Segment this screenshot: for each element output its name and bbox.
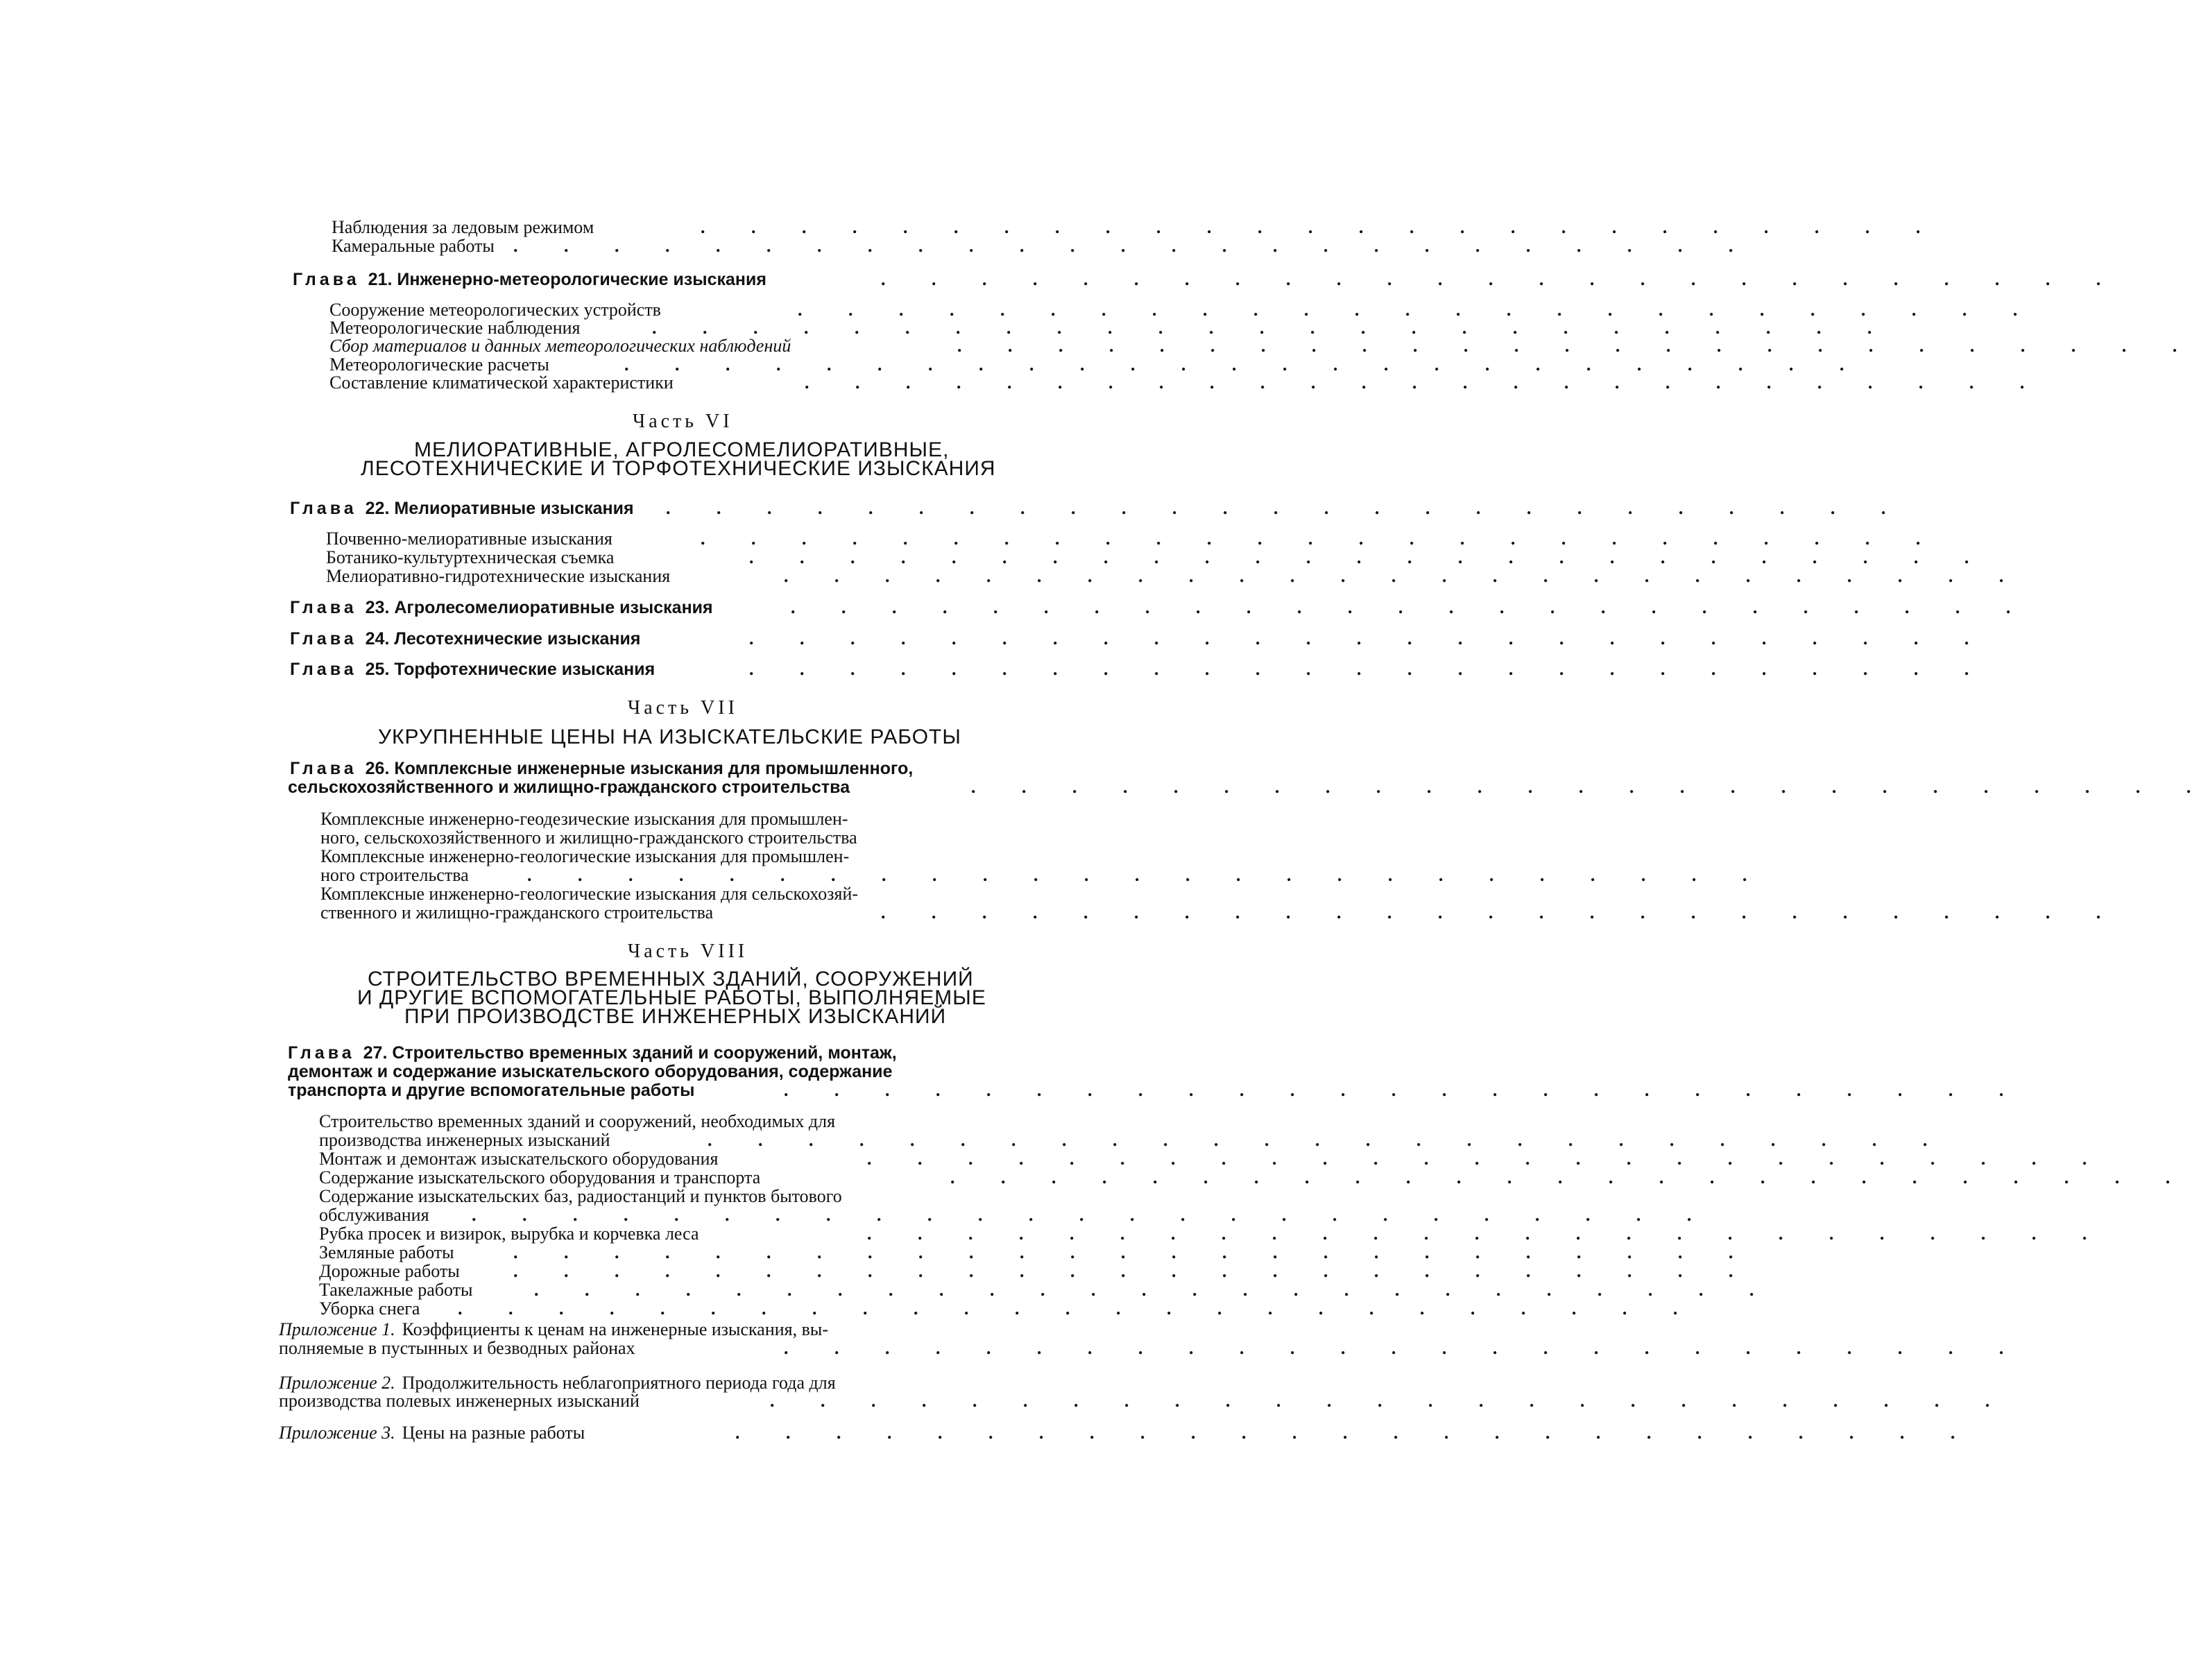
dot-leader: . . . . . . . . . . . . . . . . . . . . . . . . . (735, 1423, 1976, 1443)
dot-leader: . . . . . . . . . . . . . . . . . . . . . . . . . (701, 529, 1941, 549)
dot-leader: . . . . . . . . . . . . . . . . . . . . . . . . . (784, 1080, 2025, 1100)
chapter-heading: Глава 27. Строительство временных зданий и сооружений, монтаж, (288, 1043, 897, 1063)
part-heading: МЕЛИОРАТИВНЫЕ, АГРОЛЕСОМЕЛИОРАТИВНЫЕ, (414, 438, 950, 461)
appendix-entry: Приложение 2. Продолжительность неблагоприятного периода года для (279, 1373, 836, 1393)
dot-leader: . . . . . . . . . . . . . . . . . . . . . . . . . (513, 1242, 1754, 1262)
toc-entry: Дорожные работы (319, 1261, 460, 1281)
dot-leader: . . . . . . . . . . . . . . . . . . . . . . . . . (881, 902, 2122, 923)
dot-leader: . . . . . . . . . . . . . . . . . . . . . . . . . (805, 372, 2046, 393)
dot-leader: . . . . . . . . . . . . . . . . . . . . . . . . . (701, 217, 1941, 237)
chapter-heading: Глава 23. Агролесомелиоративные изыскания (290, 598, 713, 617)
toc-entry-cont: производства инженерных изысканий (319, 1130, 610, 1150)
toc-entry: Почвенно-мелиоративные изыскания (326, 529, 612, 549)
toc-entry: Монтаж и демонтаж изыскательского оборудования (319, 1149, 719, 1169)
dot-leader: . . . . . . . . . . . . . . . . . . . . . . . . . (513, 236, 1754, 256)
dot-leader: . . . . . . . . . . . . . . . . . . . . . . . . . (867, 1224, 2108, 1244)
toc-entry-cont: ного строительства (320, 865, 469, 885)
part-label: Часть VII (628, 697, 738, 719)
appendix-entry-cont: производства полевых инженерных изысканий (279, 1391, 640, 1411)
dot-leader: . . . . . . . . . . . . . . . . . . . . . . . . . (971, 777, 2212, 797)
appendix-entry-cont: полняемые в пустынных и безводных районах (279, 1338, 635, 1358)
dot-leader: . . . . . . . . . . . . . . . . . . . . . . . . . (784, 1338, 2025, 1358)
dot-leader: . . . . . . . . . . . . . . . . . . . . . . . . . (867, 1149, 2108, 1169)
dot-leader: . . . . . . . . . . . . . . . . . . . . . . . . . (527, 865, 1768, 885)
toc-entry: Уборка снега (319, 1298, 420, 1319)
dot-leader: . . . . . . . . . . . . . . . . . . . . . . . . . (784, 566, 2025, 586)
toc-entry: Камеральные работы (332, 236, 495, 256)
toc-entry: Такелажные работы (319, 1280, 473, 1300)
chapter-heading-cont: транспорта и другие вспомогательные работы (288, 1081, 695, 1100)
part-heading: СТРОИТЕЛЬСТВО ВРЕМЕННЫХ ЗДАНИЙ, СООРУЖЕНИЙ (368, 968, 974, 990)
dot-leader: . . . . . . . . . . . . . . . . . . . . . . . . . (708, 1130, 1948, 1150)
toc-entry: Сбор материалов и данных метеорологических наблюдений (329, 336, 791, 356)
toc-entry: Комплексные инженерно-геодезические изыскания для промышлен- (320, 809, 848, 829)
appendix-entry: Приложение 1. Коэффициенты к ценам на инженерные изыскания, вы- (279, 1319, 829, 1339)
chapter-heading: Глава 26. Комплексные инженерные изыскания для промышленного, (290, 759, 914, 778)
dot-leader: . . . . . . . . . . . . . . . . . . . . . . . . . (791, 597, 2032, 617)
toc-entry: Метеорологические наблюдения (329, 318, 581, 338)
toc-entry: Земляные работы (319, 1242, 454, 1262)
part-label: Часть VIII (628, 941, 748, 962)
toc-entry: Комплексные инженерно-геологические изыскания для сельскохозяй- (320, 884, 859, 904)
part-heading: ПРИ ПРОИЗВОДСТВЕ ИНЖЕНЕРНЫХ ИЗЫСКАНИЙ (404, 1005, 947, 1028)
chapter-heading-cont: сельскохозяйственного и жилищно-гражданского строительства (288, 778, 850, 797)
toc-entry: Комплексные инженерно-геологические изыскания для промышлен- (320, 846, 850, 866)
toc-entry: Сооружение метеорологических устройств (329, 300, 661, 320)
dot-leader: . . . . . . . . . . . . . . . . . . . . . . . . . (534, 1280, 1775, 1300)
part-heading: ЛЕСОТЕХНИЧЕСКИЕ И ТОРФОТЕХНИЧЕСКИЕ ИЗЫСКАНИЯ (361, 457, 996, 480)
toc-entry: Мелиоративно-гидротехнические изыскания (326, 566, 671, 586)
toc-entry: Наблюдения за ледовым режимом (332, 217, 594, 237)
toc-entry-cont: обслуживания (319, 1205, 429, 1225)
chapter-heading: Глава 24. Лесотехнические изыскания (290, 629, 641, 649)
dot-leader: . . . . . . . . . . . . . . . . . . . . . . . . . (666, 498, 1907, 518)
dot-leader: . . . . . . . . . . . . . . . . . . . . . . . . . (950, 1167, 2191, 1187)
dot-leader: . . . . . . . . . . . . . . . . . . . . . . . . . (957, 336, 2198, 356)
dot-leader: . . . . . . . . . . . . . . . . . . . . . . . . . (458, 1298, 1699, 1319)
dot-leader: . . . . . . . . . . . . . . . . . . . . . . . . . (770, 1391, 2011, 1411)
part-heading: И ДРУГИЕ ВСПОМОГАТЕЛЬНЫЕ РАБОТЫ, ВЫПОЛНЯЕМЫЕ (357, 986, 986, 1009)
chapter-heading-cont: демонтаж и содержание изыскательского оборудования, содержание (288, 1062, 893, 1081)
part-label: Часть VI (633, 411, 733, 432)
toc-entry: Метеорологические расчеты (329, 354, 549, 375)
appendix-entry: Приложение 3. Цены на разные работы (279, 1423, 585, 1443)
toc-entry: Содержание изыскательского оборудования и транспорта (319, 1167, 761, 1187)
dot-leader: . . . . . . . . . . . . . . . . . . . . . . . . . (513, 1261, 1754, 1281)
toc-entry: Содержание изыскательских баз, радиостанций и пунктов бытового (319, 1186, 842, 1206)
dot-leader: . . . . . . . . . . . . . . . . . . . . . . . . . (749, 659, 1990, 679)
toc-entry: Строительство временных зданий и сооружений, необходимых для (319, 1111, 836, 1131)
part-heading: УКРУПНЕННЫЕ ЦЕНЫ НА ИЗЫСКАТЕЛЬСКИЕ РАБОТЫ (378, 726, 961, 748)
dot-leader: . . . . . . . . . . . . . . . . . . . . . . . . . (472, 1205, 1713, 1225)
toc-entry: Рубка просек и визирок, вырубка и корчевка леса (319, 1224, 699, 1244)
toc-entry-cont: ного, сельскохозяйственного и жилищно-гражданского строительства (320, 827, 857, 848)
dot-leader: . . . . . . . . . . . . . . . . . . . . . . . . . (749, 547, 1990, 567)
chapter-heading: Глава 21. Инженерно-метеорологические изыскания (293, 270, 766, 289)
chapter-heading: Глава 22. Мелиоративные изыскания (290, 499, 634, 518)
toc-entry: Ботанико-культуртехническая съемка (326, 547, 615, 567)
dot-leader: . . . . . . . . . . . . . . . . . . . . . . . . . (749, 628, 1990, 649)
toc-entry-cont: ственного и жилищно-гражданского строительства (320, 902, 714, 923)
chapter-heading: Глава 25. Торфотехнические изыскания (290, 660, 655, 679)
dot-leader: . . . . . . . . . . . . . . . . . . . . . . . . . (624, 354, 1865, 375)
toc-entry: Составление климатической характеристики (329, 372, 674, 393)
dot-leader: . . . . . . . . . . . . . . . . . . . . . . . . . (798, 300, 2039, 320)
dot-leader: . . . . . . . . . . . . . . . . . . . . . . . . . (652, 318, 1893, 338)
dot-leader: . . . . . . . . . . . . . . . . . . . . . . . . . (881, 269, 2122, 289)
